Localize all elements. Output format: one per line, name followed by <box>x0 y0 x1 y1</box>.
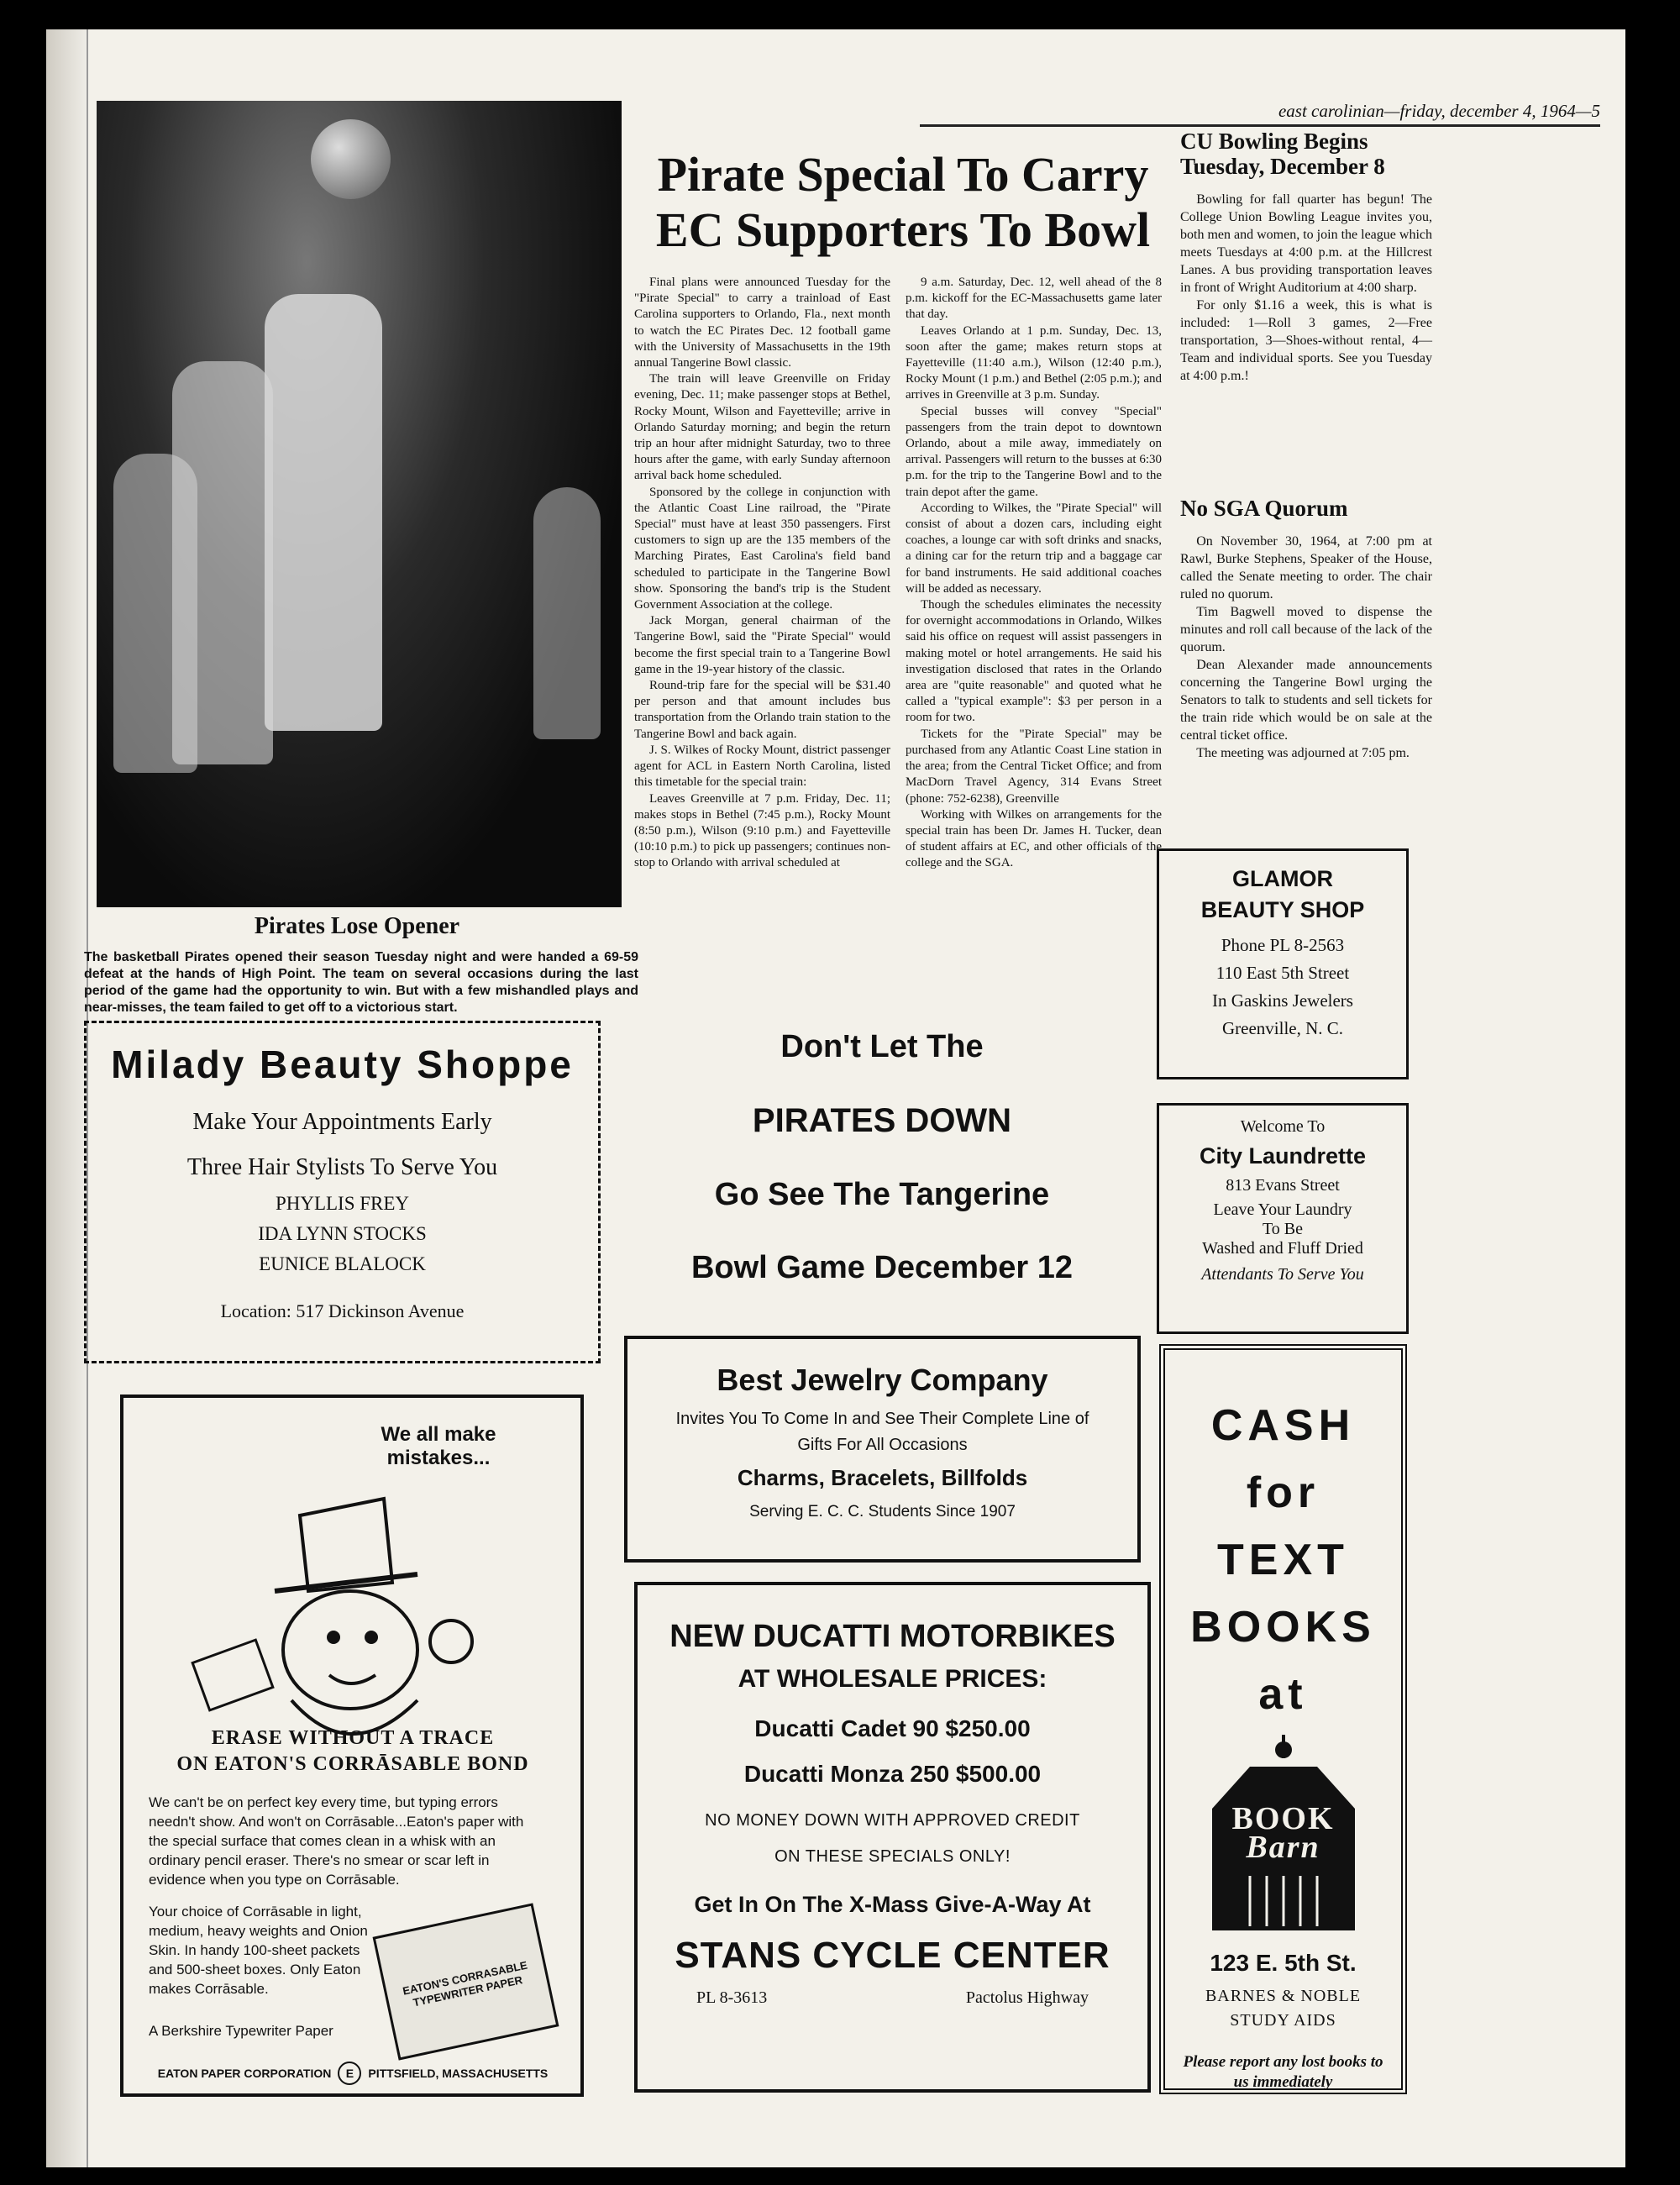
headline-line: ERASE WITHOUT A TRACE <box>211 1727 495 1749</box>
story-paragraph: According to Wilkes, the "Pirate Special" will consist of about a dozen cars, including eight coaches, a lounge car with soft drinks and snacks, a dining car for the return trip and a baggage car for band instruments. He said additional coaches will be added as necessary. <box>906 501 1162 596</box>
eaton-headline <box>140 1727 565 1776</box>
footer-company: EATON PAPER CORPORATION <box>157 2067 332 2080</box>
ad-best-jewelry <box>624 1336 1141 1563</box>
bowling-body <box>1180 191 1432 385</box>
ad-note: Please report any lost books to us immediately <box>1183 2053 1383 2091</box>
story-paragraph: Jack Morgan, general chairman of the Tangerine Bowl, said the "Pirate Special" would become the first special train to a Tangerine Bowl game in the 19-year history of the classic. <box>634 614 890 676</box>
player-figure <box>265 294 382 731</box>
bowling-article <box>1180 129 1432 385</box>
ad-line: at <box>1258 1670 1308 1719</box>
sga-paragraph: The meeting was adjourned at 7:05 pm. <box>1196 746 1410 760</box>
ad-pirates-down <box>630 1029 1134 1286</box>
ad-phone: PL 8-3613 <box>696 1988 768 2007</box>
ad-stylist: PHYLLIS FREY <box>275 1193 410 1214</box>
speech-bubble: We all make mistakes... <box>381 1423 496 1469</box>
bowling-paragraph: For only $1.16 a week, this is what is included: 1—Roll 3 games, 2—Free transportation, 3—Shoes-without rental, 4—Team and individual sports. See you Tuesday at 4:00 p.m.! <box>1180 298 1432 383</box>
photo-caption-text: The basketball Pirates opened their season Tuesday night and were handed a 69-59 defeat at the hands of High Point. The team on several occasions during the last period of the game had the opportunity to win. But with a few mishandled plays and near-misses, the team failed to get off to a victorious start. <box>84 950 638 1015</box>
ad-name: City Laundrette <box>1199 1143 1367 1169</box>
ad-line: BOOKS <box>1190 1603 1376 1652</box>
ad-line: TEXT <box>1217 1536 1349 1584</box>
ad-location: In Gaskins Jewelers <box>1212 990 1353 1011</box>
binding-edge <box>46 29 88 2167</box>
sga-paragraph: Dean Alexander made announcements concerning the Tangerine Bowl urging the Senators to talk to students and sell tickets for the train ride which would be on sale at the central ticket office. <box>1180 658 1432 743</box>
ad-contact <box>638 1977 1147 2008</box>
ad-address: 110 East 5th Street <box>1215 963 1350 983</box>
ad-terms: ON THESE SPECIALS ONLY! <box>774 1847 1011 1866</box>
ad-line: BARNES & NOBLE <box>1205 1987 1362 2005</box>
headline-line: Pirate Special To Carry <box>657 147 1149 202</box>
ad-location: Location: 517 Dickinson Avenue <box>220 1300 465 1321</box>
story-paragraph: J. S. Wilkes of Rocky Mount, district passenger agent for ACL in Eastern North Carolina, listed this timetable for the special train: <box>634 743 890 790</box>
eaton-body-1: We can't be on perfect key every time, but typing errors needn't show. And won't on Corrāsable...Eaton's paper with the special surface that comes clean in a whisk with an ordinary pencil eraser. There's no smear or scar left in evidence when you type on Corrāsable. <box>149 1794 524 1888</box>
ad-line: CASH <box>1210 1401 1356 1450</box>
story-paragraph: Working with Wilkes on arrangements for the special train has been Dr. James H. Tucker, dean of student affairs at EC, and other officials of the college and the SGA. <box>906 807 1162 870</box>
ad-items: Charms, Bracelets, Billfolds <box>737 1465 1028 1490</box>
headline-line: ON EATON'S CORRĀSABLE BOND <box>176 1753 529 1775</box>
eaton-tagline: A Berkshire Typewriter Paper <box>149 2023 333 2039</box>
paper-package: EATON'S CORRASABLE TYPEWRITER PAPER <box>373 1903 559 2060</box>
ad-model: Ducatti Monza 250 $500.00 <box>743 1761 1042 1787</box>
ad-city-laundrette <box>1157 1103 1409 1334</box>
ad-eaton-corrasable <box>120 1395 584 2097</box>
ad-name: Best Jewelry Company <box>717 1363 1048 1397</box>
ad-address: 813 Evans Street <box>1226 1176 1340 1195</box>
photo-caption-title: Pirates Lose Opener <box>254 913 460 939</box>
eaton-body-2: Your choice of Corrāsable in light, medium, heavy weights and Onion Skin. In handy 100-sheet packets and 500-sheet boxes. Only Eaton makes Corrāsable. <box>149 1904 368 1997</box>
ad-phone: Phone PL 8-2563 <box>1221 935 1345 955</box>
logo-line: BOOK <box>1231 1801 1335 1836</box>
ad-tagline: Attendants To Serve You <box>1201 1265 1364 1284</box>
ad-line: Don't Let The <box>780 1029 984 1064</box>
player-figure <box>533 487 601 739</box>
ad-subhead: AT WHOLESALE PRICES: <box>738 1665 1047 1693</box>
story-column-2 <box>906 275 1162 872</box>
ad-name: BEAUTY SHOP <box>1200 897 1365 922</box>
ad-line: Go See The Tangerine <box>714 1177 1050 1212</box>
story-paragraph: Tickets for the "Pirate Special" may be purchased from any Atlantic Coast Line station in the area; from the Central Ticket Office; and from MacDorn Travel Agency, 314 Evans Street (phone: 752-6238), Greenville <box>906 727 1162 806</box>
ad-line: for <box>1246 1468 1320 1517</box>
story-paragraph: The train will leave Greenville on Friday evening, Dec. 11; make passenger stops at Bethel, Rocky Mount, Wilson and Fayetteville; arrive in Orlando Saturday morning; and begin the return trip an hour after midnight Saturday, two to three hours after the game, with early Sunday afternoon arrival back home scheduled. <box>634 372 890 483</box>
ad-stylist: EUNICE BLALOCK <box>259 1253 426 1274</box>
ad-milady-beauty-shoppe <box>84 1021 601 1363</box>
eaton-footer <box>140 2062 565 2085</box>
ad-book-barn <box>1159 1344 1407 2094</box>
ad-ducatti-motorbikes <box>634 1582 1151 2093</box>
footer-location: PITTSFIELD, MASSACHUSETTS <box>368 2067 549 2080</box>
sga-paragraph: Tim Bagwell moved to dispense the minutes and roll call because of the lack of the quorum. <box>1180 605 1432 654</box>
sga-body <box>1180 533 1432 762</box>
ad-line: Leave Your Laundry <box>1213 1200 1352 1219</box>
ad-name: Milady Beauty Shoppe <box>111 1043 574 1086</box>
ad-line: Invites You To Come In and See Their Complete Line of <box>675 1410 1089 1428</box>
ad-promo: Get In On The X-Mass Give-A-Way At <box>694 1892 1091 1917</box>
ad-address: Pactolus Highway <box>965 1988 1089 2007</box>
eaton-logo-icon: E <box>338 2062 361 2085</box>
running-head: east carolinian—friday, december 4, 1964—5 <box>920 101 1600 127</box>
sga-paragraph: On November 30, 1964, at 7:00 pm at Rawl, Burke Stephens, Speaker of the House, called the Senate meeting to order. The chair ruled no quorum. <box>1180 534 1432 601</box>
ad-terms: NO MONEY DOWN WITH APPROVED CREDIT <box>705 1811 1080 1830</box>
barn-logo-text <box>1200 1801 1368 1865</box>
ad-headline: NEW DUCATTI MOTORBIKES <box>669 1619 1116 1654</box>
bowling-paragraph: Bowling for fall quarter has begun! The College Union Bowling League invites you, both men and women, to join the league which meets Tuesdays at 4:00 p.m. at the Hillcrest Lanes. A bus providing transportation leaves in front of Wright Auditorium at 4:00 sharp. <box>1180 192 1432 295</box>
ad-since: Serving E. C. C. Students Since 1907 <box>749 1503 1016 1521</box>
ad-welcome: Welcome To <box>1240 1117 1326 1136</box>
ad-store: STANS CYCLE CENTER <box>675 1935 1110 1976</box>
ad-line: PIRATES DOWN <box>752 1102 1012 1139</box>
ad-line: Washed and Fluff Dried <box>1202 1239 1363 1258</box>
story-paragraph: Though the schedules eliminates the necessity for overnight accommodations in Orlando, Wilkes said his office on request will assist passengers in making motel or hotel arrangements. He said his investigation disclosed that rates in the Orlando area are "quite reasonable" and quoted what he called a "typical example": $3 per person in a room for two. <box>906 598 1162 725</box>
ad-glamor-beauty-shop <box>1157 848 1409 1079</box>
ad-name: GLAMOR <box>1232 866 1333 891</box>
ad-line: Three Hair Stylists To Serve You <box>186 1154 498 1180</box>
headline-line: EC Supporters To Bowl <box>655 202 1151 257</box>
ad-line: Make Your Appointments Early <box>192 1109 492 1135</box>
player-figure <box>113 454 197 773</box>
basketball-photo <box>97 101 622 907</box>
sga-headline: No SGA Quorum <box>1180 496 1348 521</box>
story-column-1 <box>634 275 890 872</box>
story-paragraph: Leaves Greenville at 7 p.m. Friday, Dec. 11; makes stops in Bethel (7:45 p.m.), Rocky Mount (8:50 p.m.), Wilson (9:10 p.m.) and Fayetteville (10:10 p.m.) to pick up passengers; continues non-stop to Orlando with arrival scheduled at <box>634 791 890 870</box>
story-paragraph: Final plans were announced Tuesday for the "Pirate Special" to carry a trainload of East Carolina supporters to Orlando, Fla., next month to watch the EC Pirates Dec. 12 football game with the University of Massachusetts in the 19th annual Tangerine Bowl classic. <box>634 276 890 370</box>
main-headline <box>630 147 1176 258</box>
logo-line: Barn <box>1246 1830 1320 1865</box>
ad-line: Gifts For All Occasions <box>797 1436 968 1454</box>
ad-line: To Be <box>1262 1220 1304 1238</box>
story-paragraph: Leaves Orlando at 1 p.m. Sunday, Dec. 13, soon after the game; makes return stops at Fayetteville (11:40 a.m.), Wilson (12:40 p.m.), Rocky Mount (1 p.m.) and Bethel (2:05 p.m.); and arrives in Greenville at 3 p.m. Sunday. <box>906 323 1162 402</box>
basketball-image <box>311 119 391 199</box>
ad-stylist: IDA LYNN STOCKS <box>258 1223 427 1244</box>
ad-address: 123 E. 5th St. <box>1210 1950 1357 1976</box>
story-paragraph: Special busses will convey "Special" passengers from the train depot to downtown Orlando, about a mile away, immediately on arrival. Passengers will return to the busses at 6:30 p.m. for the trip to the Tangerine Bowl and to the train depot after the game. <box>906 404 1162 499</box>
story-paragraph: Round-trip fare for the special will be $31.40 per person and that amount includes bus transportation from the Orlando train station to the Tangerine Bowl and back again. <box>634 679 890 741</box>
ad-line: STUDY AIDS <box>1230 2011 1336 2030</box>
barn-logo-icon <box>1200 1733 1368 1935</box>
ad-city: Greenville, N. C. <box>1221 1018 1344 1038</box>
story-paragraph: 9 a.m. Saturday, Dec. 12, well ahead of the 8 p.m. kickoff for the EC-Massachusetts game later that day. <box>906 276 1162 322</box>
story-paragraph: Sponsored by the college in conjunction with the Atlantic Coast Line railroad, the "Pirate Special" must have at least 350 passengers. First customers to sign up are the 135 members of the Marching Pirates, East Carolina's field band scheduled to participate in the Tangerine Bowl show. Sponsoring the band's trip is the Student Government Association at the college. <box>634 485 890 612</box>
bowling-headline: CU Bowling Begins Tuesday, December 8 <box>1180 129 1385 179</box>
sga-article <box>1180 496 1432 762</box>
ad-line: Bowl Game December 12 <box>690 1250 1074 1285</box>
newspaper-page <box>46 29 1625 2167</box>
ad-model: Ducatti Cadet 90 $250.00 <box>754 1715 1031 1741</box>
